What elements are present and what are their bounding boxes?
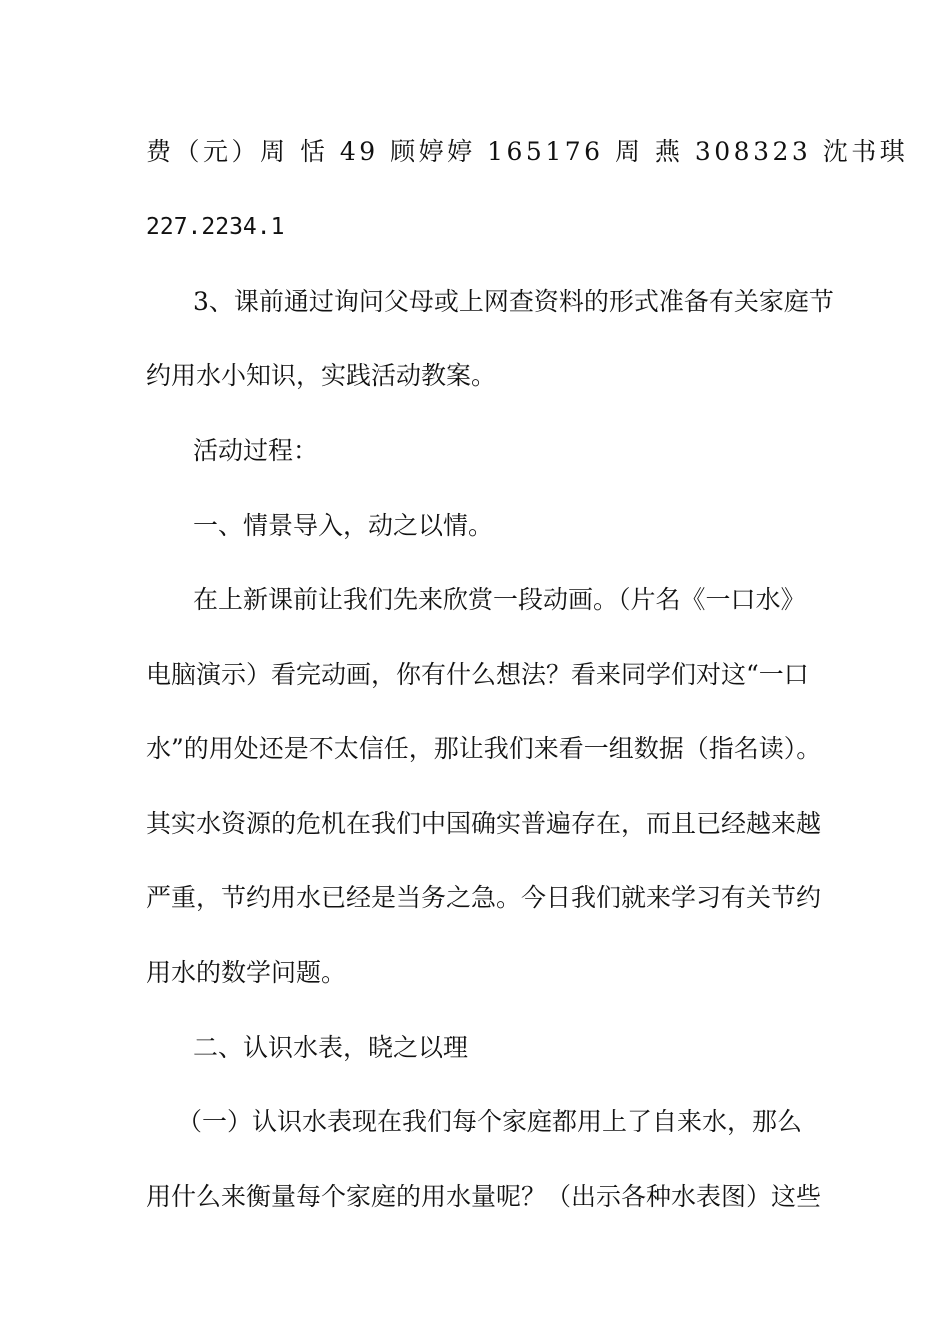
text-line-5: 活动过程：	[193, 436, 319, 465]
text-line-9: 水”的用处还是不太信任，那让我们来看一组数据（指名读）。	[146, 734, 822, 763]
text-line-15: 用什么来衡量每个家庭的用水量呢？（出示各种水表图）这些	[146, 1182, 822, 1211]
text-line-8: 电脑演示）看完动画，你有什么想法？看来同学们对这“一口	[146, 660, 809, 689]
text-line-3: 3、课前通过询问父母或上网查资料的形式准备有关家庭节	[193, 287, 834, 316]
text-line-13: 二、认识水表，晓之以理	[193, 1033, 469, 1062]
text-line-4: 约用水小知识，实践活动教案。	[146, 361, 497, 390]
text-line-10: 其实水资源的危机在我们中国确实普遍存在，而且已经越来越	[146, 809, 822, 838]
text-line-6: 一、情景导入，动之以情。	[193, 511, 494, 540]
text-line-14: （一）认识水表现在我们每个家庭都用上了自来水，那么	[177, 1107, 803, 1136]
text-line-12: 用水的数学问题。	[146, 958, 347, 987]
text-line-1: 费（元）周 恬 49 顾婷婷 165176 周 燕 308323 沈书琪	[146, 137, 909, 166]
text-line-2: 227.2234.1	[146, 214, 285, 240]
text-line-11: 严重，节约用水已经是当务之急。今日我们就来学习有关节约	[146, 883, 822, 912]
text-line-7: 在上新课前让我们先来欣赏一段动画。（片名《一口水》	[193, 585, 806, 614]
